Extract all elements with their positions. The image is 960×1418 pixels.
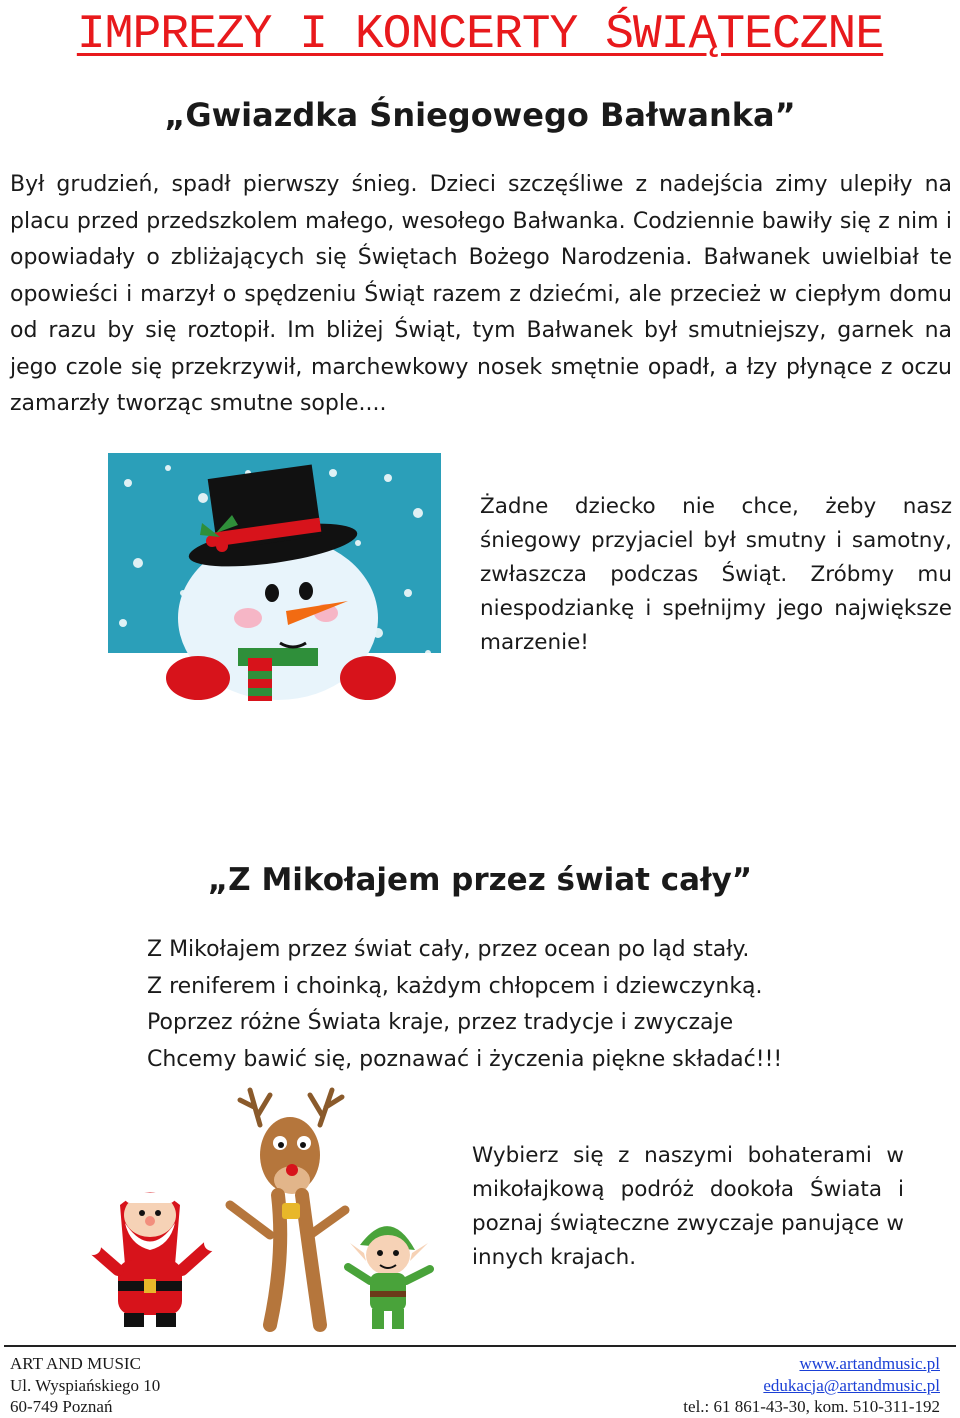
story-paragraph: Był grudzień, spadł pierwszy śnieg. Dzieci szczęśliwe z nadejścia zimy ulepiły na placu przed przedszkolem małego, wesołego Bałwanka. Codziennie bawiły się z nim i opowiadały o zbliżających się Świętach Bożego Narodzenia. Bałwanek uwielbiał te opowieści i marzył o spędzeniu Świąt razem z dziećmi, ale przecież w ciepłym domu od razu by się roztopił. Im bliżej Świąt, tym Bałwanek był smutniejszy, garnek na jego czole się przekrzywił, marchewkowy nosek smętnie opadł, a łzy płynące z oczu zamarzły tworząc smutne sople.... [10, 172, 952, 416]
footer-website-link[interactable]: www.artandmusic.pl [799, 1354, 940, 1373]
section-title-snowman: „Gwiazdka Śniegowego Bałwanka” [164, 96, 796, 134]
poem-line: Z Mikołajem przez świat cały, przez ocean po ląd stały. [147, 937, 750, 962]
footer-city: 60-749 Poznań [10, 1397, 113, 1416]
santa-reindeer-elf-illustration [70, 1085, 450, 1335]
footer-street: Ul. Wyspiańskiego 10 [10, 1375, 161, 1395]
snowman-side-text: Żadne dziecko nie chce, żeby nasz śniegowy przyjaciel był smutny i samotny, zwłaszcza podczas Świąt. Zróbmy mu niespodziankę i spełnijmy jego największe marzenie! [480, 494, 952, 655]
footer-contact [683, 1353, 940, 1418]
page-title: IMPREZY I KONCERTY ŚWIĄTECZNE [76, 8, 884, 62]
poem-line: Poprzez różne Świata kraje, przez tradycje i zwyczaje [147, 1010, 734, 1035]
poem-line: Chcemy bawić się, poznawać i życzenia piękne składać!!! [147, 1046, 783, 1072]
footer-address [10, 1353, 160, 1418]
footer-phone: tel.: 61 861-43-30, kom. 510-311-192 [683, 1397, 940, 1416]
footer-company: ART AND MUSIC [10, 1354, 141, 1373]
poem-line: Z reniferem i choinką, każdym chłopcem i dziewczynką. [147, 973, 763, 999]
footer-email-link[interactable]: edukacja@artandmusic.pl [763, 1375, 940, 1395]
trip-side-text: Wybierz się z naszymi bohaterami w mikołajkową podróż dookoła Świata i poznaj świąteczne zwyczaje panujące w innych krajach. [472, 1143, 904, 1270]
snowman-illustration [108, 453, 441, 701]
footer-divider [4, 1345, 956, 1347]
poem [147, 932, 947, 1078]
section-title-santa: „Z Mikołajem przez świat cały” [207, 862, 753, 898]
